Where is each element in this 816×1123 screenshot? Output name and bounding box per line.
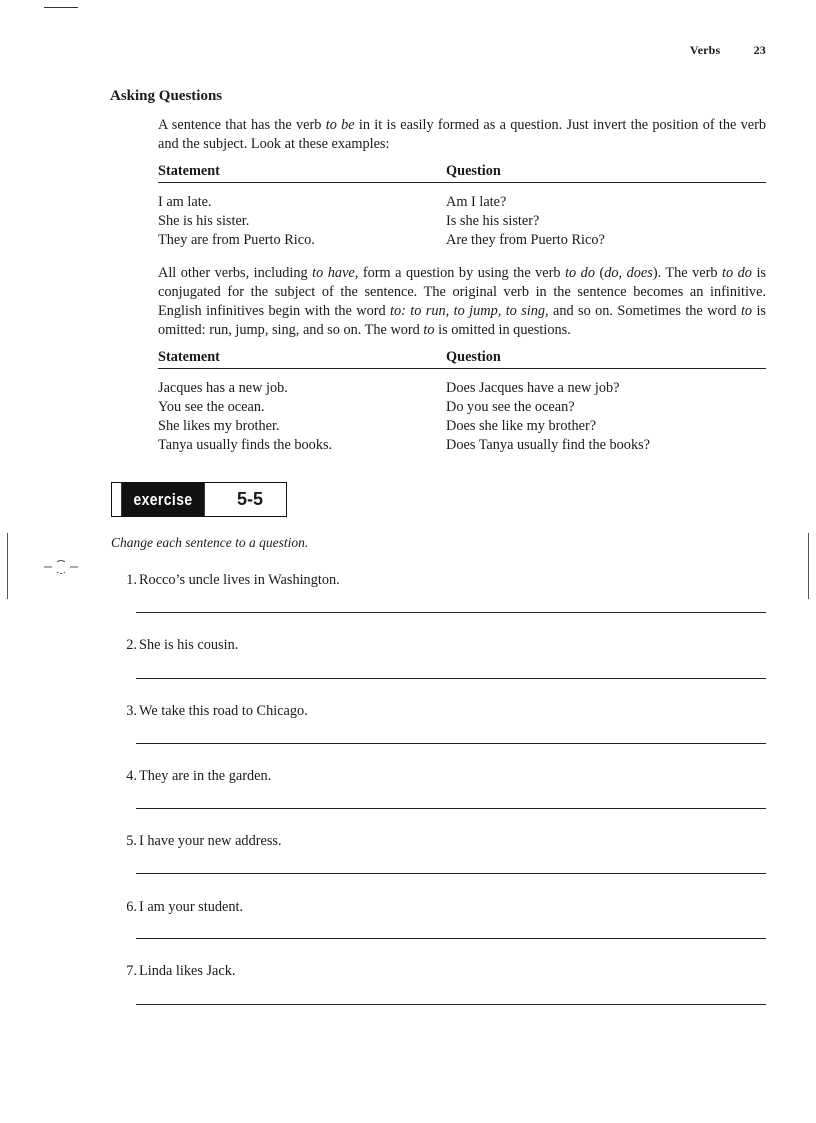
second-paragraph: All other verbs, including to have, form a question by using the verb to do (do, does). The verb to do is conjugated for the subject of the sentence. The original verb in the sentence becomes an infinitive. English infinitives begin with the word to: to run, to jump, to sing, and so on. Sometimes the word to is omitted: run, jump, sing, and so on. The word to is omitted in questions. xyxy=(158,265,766,338)
header-question: Question xyxy=(446,163,501,179)
table-row: She likes my brother. Does she like my brother? xyxy=(158,418,597,434)
answer-line[interactable] xyxy=(136,743,766,744)
exercise-instructions: Change each sentence to a question. xyxy=(111,535,309,550)
answer-line[interactable] xyxy=(136,938,766,939)
table-row: She is his sister. Is she his sister? xyxy=(158,213,540,229)
header-statement: Statement xyxy=(158,349,220,365)
exercise-item: 3. We take this road to Chicago. xyxy=(126,703,308,719)
crop-mark-top xyxy=(44,7,78,8)
table-header xyxy=(158,163,766,183)
registration-mark-icon xyxy=(44,556,78,578)
section-title: Asking Questions xyxy=(110,88,223,104)
answer-line[interactable] xyxy=(136,873,766,874)
table-header xyxy=(158,349,766,369)
examples-table-to-be xyxy=(158,163,766,250)
examples-table-to-do xyxy=(158,349,766,455)
table-row: They are from Puerto Rico. Are they from Puerto Rico? xyxy=(158,232,605,248)
answer-line[interactable] xyxy=(136,678,766,679)
table-row: I am late. Am I late? xyxy=(158,194,507,210)
exercise-item: 6. I am your student. xyxy=(126,899,244,915)
intro-paragraph: A sentence that has the verb to be in it is easily formed as a question. Just invert the position of the verb and the subject. Look at these examples: xyxy=(158,117,767,152)
running-head xyxy=(690,43,766,58)
exercise-item: 5. I have your new address. xyxy=(126,833,282,849)
exercise-item: 4. They are in the garden. xyxy=(126,768,272,784)
table-row: You see the ocean. Do you see the ocean? xyxy=(158,399,575,415)
answer-line[interactable] xyxy=(136,1004,766,1005)
exercise-item: 2. She is his cousin. xyxy=(126,637,239,653)
exercise-item: 1. Rocco’s uncle lives in Washington. xyxy=(126,572,340,588)
exercise-item: 7. Linda likes Jack. xyxy=(126,963,236,979)
crop-mark-left xyxy=(7,533,8,599)
table-row: Tanya usually finds the books. Does Tanya usually find the books? xyxy=(158,437,651,453)
running-head-title: Verbs xyxy=(689,43,721,57)
page-number: 23 xyxy=(753,43,766,57)
second-paragraph-block xyxy=(158,264,766,340)
exercise-number: 5-5 xyxy=(236,489,263,509)
table-row: Jacques has a new job. Does Jacques have a new job? xyxy=(158,380,620,396)
crop-mark-right xyxy=(808,533,809,599)
answer-line[interactable] xyxy=(136,612,766,613)
header-question: Question xyxy=(446,349,501,365)
exercise-heading xyxy=(111,482,287,517)
header-statement: Statement xyxy=(158,163,220,179)
intro-paragraph-block xyxy=(158,116,766,154)
answer-line[interactable] xyxy=(136,808,766,809)
exercise-label: exercise xyxy=(121,483,205,516)
